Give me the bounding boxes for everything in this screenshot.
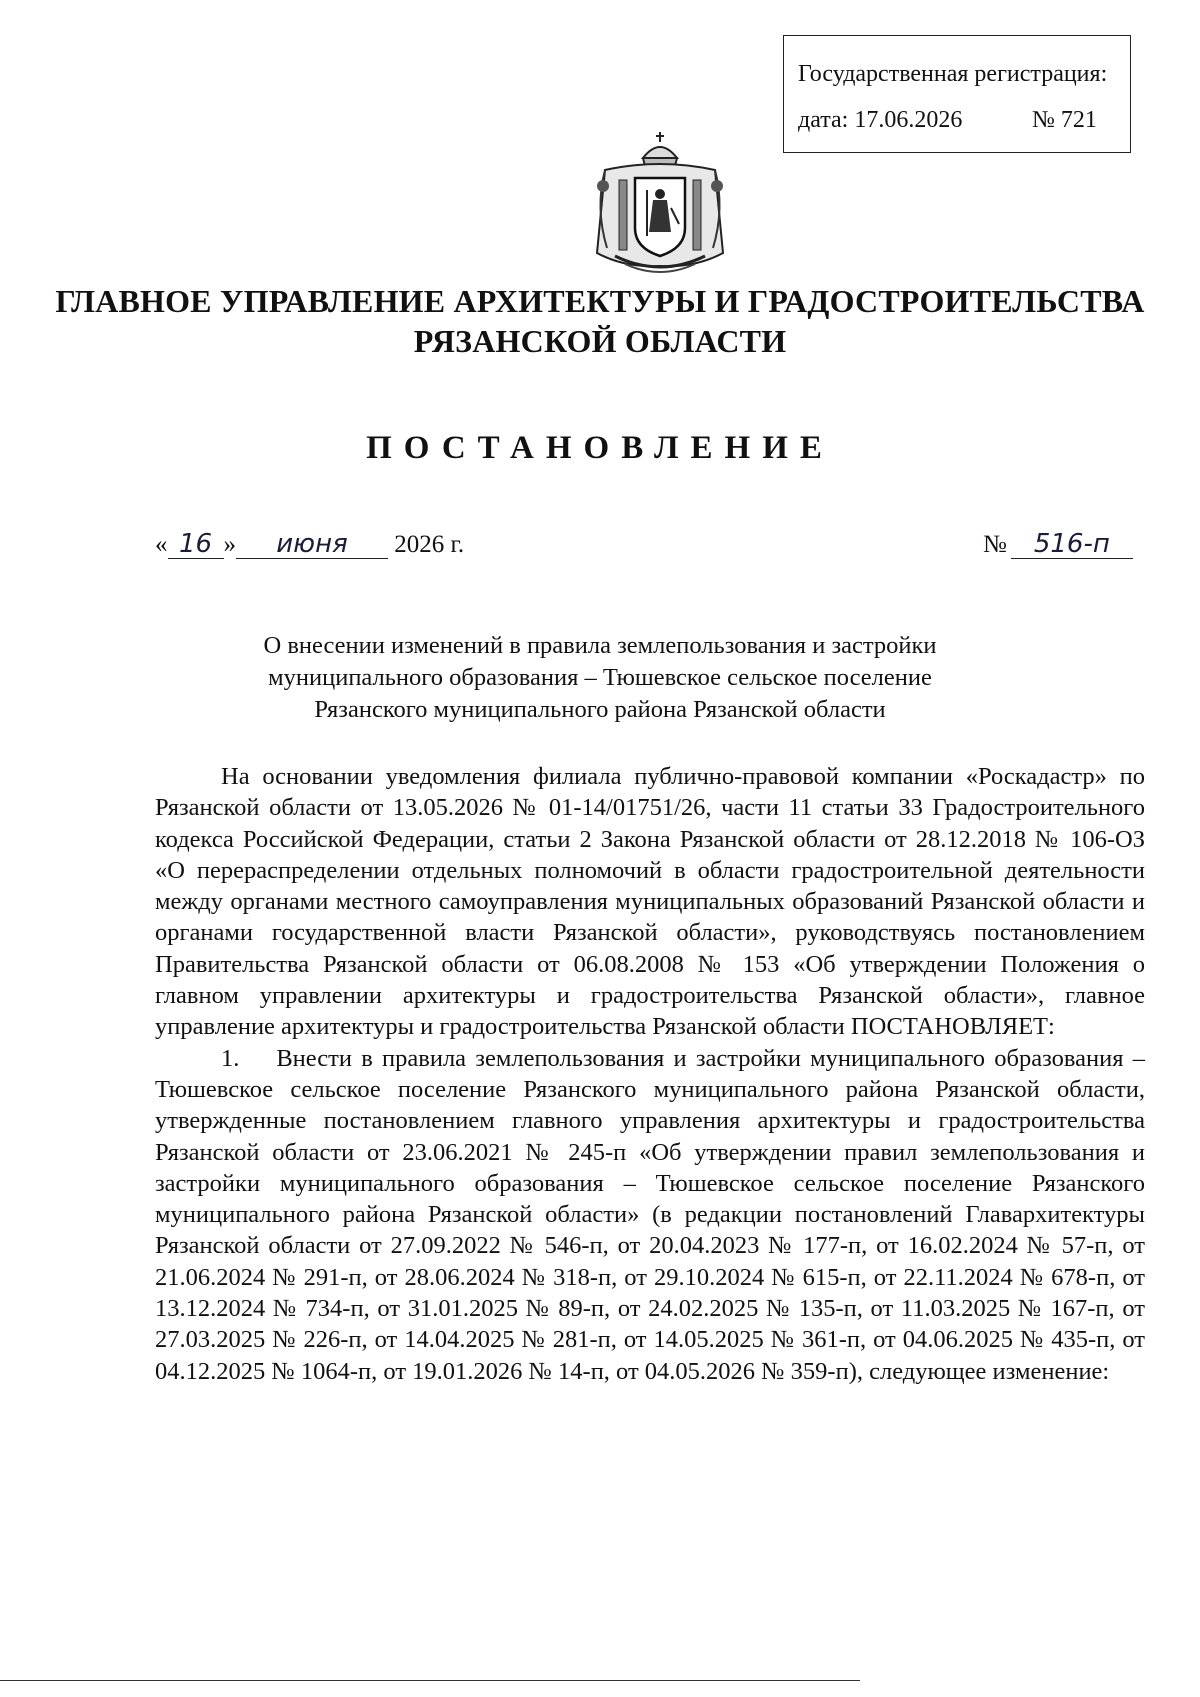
- organization-name-line2: РЯЗАНСКОЙ ОБЛАСТИ: [413, 323, 787, 359]
- item-1-number: 1.: [221, 1044, 240, 1072]
- registration-title: Государственная регистрация:: [798, 61, 1108, 87]
- number-label: №: [983, 531, 1007, 558]
- preamble-paragraph: На основании уведомления филиала публично-правовой компании «Роскадастр» по Рязанской области от 13.05.2026 № 01-14/01751/26, части 11 статьи 33 Градостроительного кодекса Российской Федерации, статьи 2 Закона Рязанской области от 28.12.2018 № 106-ОЗ «О перераспределении отдельных полномочий в области градостроительной деятельности между органами местного самоуправления муниципальных образований Рязанской области и органами государственной власти Рязанской области», руководствуясь постановлением Правительства Рязанской области от 06.08.2008 № 153 «Об утверждении Положения о главном управлении архитектуры и градостроительства Рязанской области», главное управление архитектуры и градостроительства Рязанской области ПОСТАНОВЛЯЕТ:: [155, 763, 1145, 1041]
- document-body: [155, 761, 1145, 1387]
- date-day-handwritten: 16: [168, 530, 224, 559]
- date-close-quote: »: [223, 531, 236, 558]
- registration-stamp: [783, 35, 1131, 153]
- subject-line1: О внесении изменений в правила землепользования и застройки: [263, 632, 937, 659]
- organization-name-line1: ГЛАВНОЕ УПРАВЛЕНИЕ АРХИТЕКТУРЫ И ГРАДОСТРОИТЕЛЬСТВА: [55, 283, 1145, 319]
- subject-line3: Рязанского муниципального района Рязанской области: [314, 696, 886, 723]
- bottom-divider: [0, 1680, 860, 1681]
- subject-line2: муниципального образования – Тюшевское сельское поселение: [268, 664, 932, 691]
- item-1-paragraph: [155, 1043, 1145, 1387]
- document-type-heading: ПОСТАНОВЛЕНИЕ: [366, 430, 834, 466]
- date-year: 2026 г.: [394, 531, 465, 558]
- document-subject: [0, 630, 1200, 726]
- date-month-handwritten: июня: [236, 530, 388, 559]
- document-date: [155, 530, 464, 559]
- registration-number: № 721: [1032, 107, 1097, 133]
- number-handwritten: 516-п: [1011, 530, 1133, 559]
- ryazan-coat-of-arms-icon: [585, 128, 735, 280]
- document-number: [983, 530, 1133, 559]
- date-open-quote: «: [155, 531, 168, 558]
- registration-date: дата: 17.06.2026: [798, 107, 963, 133]
- item-1-text: Внести в правила землепользования и застройки муниципального образования – Тюшевское сельское поселение Рязанского муниципального района Рязанской области, утвержденные постановлением главного управления архитектуры и градостроительства Рязанской области от 23.06.2021 № 245-п «Об утверждении правил землепользования и застройки муниципального образования – Тюшевское сельское поселение Рязанского муниципального района Рязанской области» (в редакции постановлений Главархитектуры Рязанской области от 27.09.2022 № 546-п, от 20.04.2023 № 177-п, от 16.02.2024 № 57-п, от 21.06.2024 № 291-п, от 28.06.2024 № 318-п, от 29.10.2024 № 615-п, от 22.11.2024 № 678-п, от 13.12.2024 № 734-п, от 31.01.2025 № 89-п, от 24.02.2025 № 135-п, от 11.03.2025 № 167-п, от 27.03.2025 № 226-п, от 14.04.2025 № 281-п, от 14.05.2025 № 361-п, от 04.06.2025 № 435-п, от 04.12.2025 № 1064-п, от 19.01.2026 № 14-п, от 04.05.2026 № 359-п), следующее изменение:: [155, 1044, 1145, 1385]
